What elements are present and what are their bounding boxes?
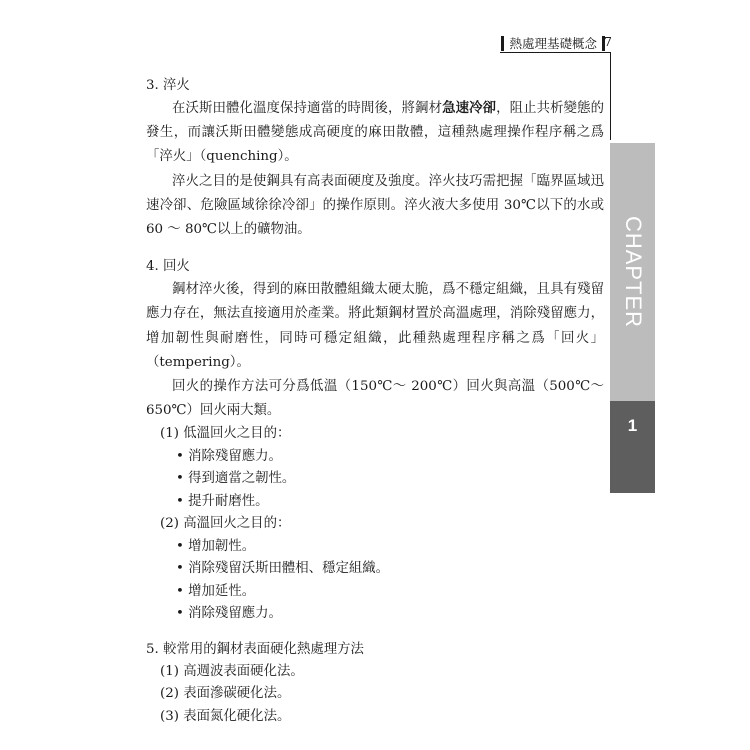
section-4-heading: 4. 回火: [146, 259, 190, 275]
list-item: (2) 表面滲碳硬化法。: [160, 686, 291, 702]
s3-p1-bold: 急速冷卻: [442, 101, 497, 116]
high-temp-heading: (2) 高溫回火之目的：: [160, 516, 291, 532]
section-3-paragraph-2: 淬火之目的是使鋼具有高表面硬度及強度。淬火技巧需把握「臨界區域迅速冷卻、危險區域徐徐冷卻」的操作原則。淬火液大多使用 30℃以下的水或 60 ～ 80℃以上的礦物油。: [146, 173, 604, 238]
list-item: • 得到適當之韌性。: [176, 471, 296, 487]
list-item: • 增加延性。: [176, 583, 256, 599]
header-rule: [500, 52, 611, 53]
list-item: • 消除殘留應力。: [176, 448, 282, 464]
list-item: • 提升耐磨性。: [176, 493, 269, 509]
running-header: [496, 34, 610, 52]
list-item: • 消除殘留沃斯田體相、穩定組織。: [176, 561, 390, 577]
section-4-paragraph-2: 回火的操作方法可分爲低溫（150℃～ 200℃）回火與高溫（500℃～ 650℃）回火兩大類。: [146, 379, 604, 419]
low-temp-heading: (1) 低溫回火之目的：: [160, 426, 291, 442]
page-number: 7: [604, 34, 612, 49]
list-item: • 增加韌性。: [176, 538, 256, 554]
section-3-heading: 3. 淬火: [146, 78, 190, 93]
chapter-tab-label: CHAPTER: [620, 215, 646, 329]
list-item: • 消除殘留應力。: [176, 606, 282, 622]
section-5-heading: 5. 較常用的鋼材表面硬化熱處理方法: [146, 641, 364, 657]
chapter-tab: [610, 143, 655, 401]
s3-p1-start: 在沃斯田體化溫度保持適當的時間後，將鋼材: [172, 101, 443, 116]
s3-p1-end: ，阻止共析變態的發生，而讓沃斯田體變態成高硬度的麻田散體，這種熱處理操作程序稱之爲「淬火」（quenching）。: [146, 101, 605, 165]
header-rule-vertical: [610, 52, 611, 140]
section-3-paragraph-1: [146, 97, 604, 170]
header-bar-left: [501, 36, 504, 51]
list-item: (3) 表面氮化硬化法。: [160, 708, 291, 724]
chapter-number-tab: 1: [610, 401, 655, 493]
list-item: (1) 高週波表面硬化法。: [160, 663, 304, 679]
section-4-paragraph-1: 鋼材淬火後，得到的麻田散體組織太硬太脆，爲不穩定組織，且具有殘留應力存在，無法直接適用於產業。將此類鋼材置於高溫處理，消除殘留應力，增加韌性與耐磨性，同時可穩定組織，此種熱處理程序稱之爲「回火」（tempering）。: [146, 282, 604, 370]
page-body: [146, 74, 604, 728]
chapter-title: 熱處理基礎概念: [509, 36, 597, 51]
